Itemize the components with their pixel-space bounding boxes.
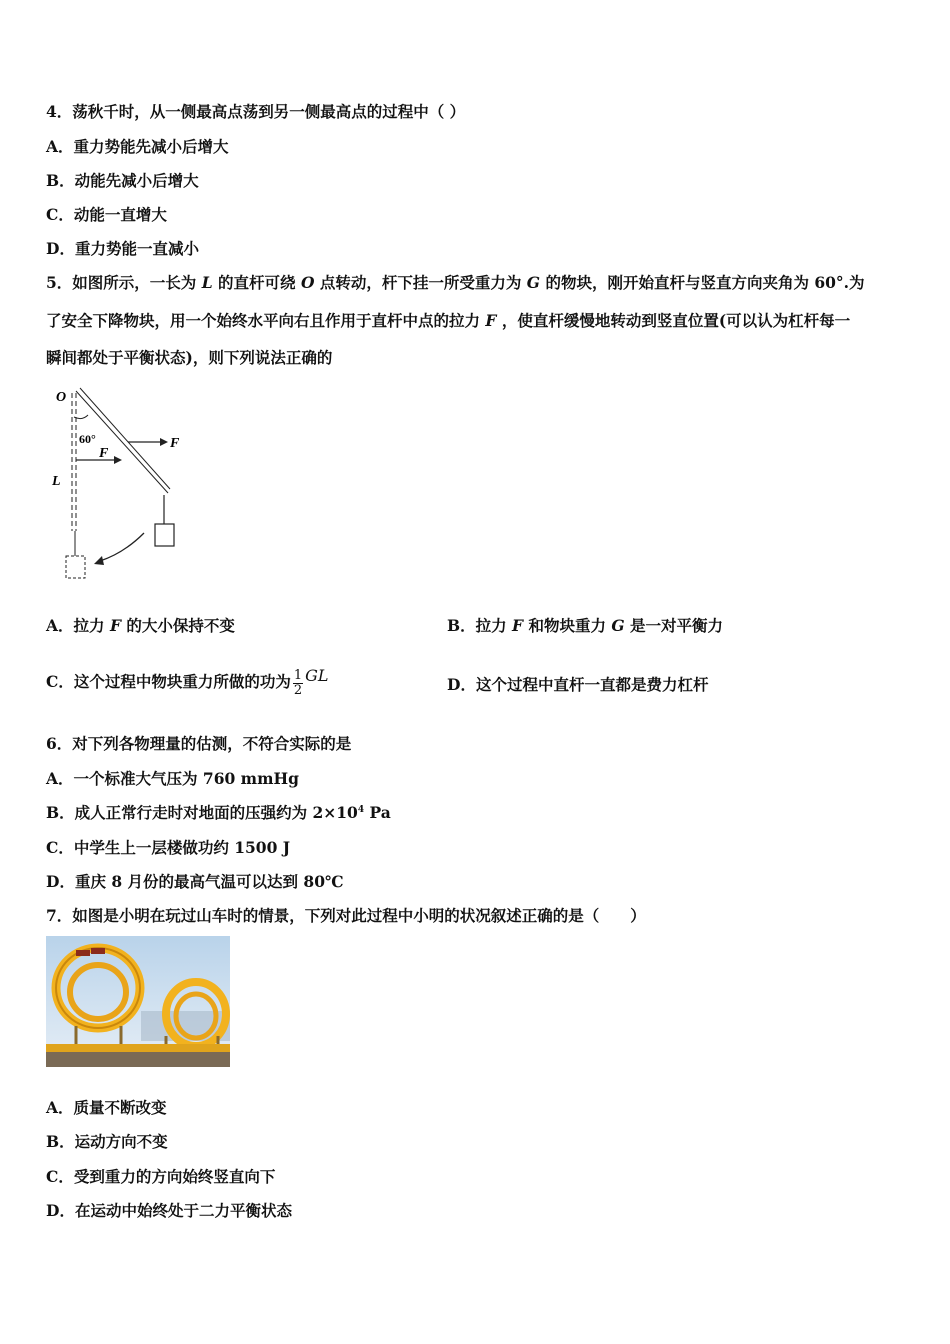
q4-stem: 4．荡秋千时，从一侧最高点荡到另一侧最高点的过程中（ ） [46, 102, 466, 121]
roller-coaster-photo [46, 936, 230, 1067]
arrowhead [160, 438, 168, 446]
q5-option-b [447, 616, 723, 636]
q5-option-c [46, 662, 329, 698]
q5-var-g: G [526, 273, 541, 292]
label-f-lower: F [99, 446, 109, 461]
q5-stem-text: 的直杆可绕 [218, 273, 296, 292]
var-f: F [109, 616, 121, 635]
q5-var-f: F [485, 311, 497, 330]
q7-option-c: C．受到重力的方向始终竖直向下 [46, 1167, 276, 1186]
q4-option-d: D．重力势能一直减小 [46, 239, 199, 258]
hanging-block [155, 524, 174, 546]
arrowhead [94, 556, 104, 565]
option-text: B．拉力 [447, 616, 507, 635]
fraction-denominator: 2 [293, 682, 303, 698]
angle-arc [74, 415, 88, 419]
q6-option-d: D．重庆 8 月份的最高气温可以达到 80℃ [46, 872, 344, 891]
q5-stem-text: 的物块，刚开始直杆与竖直方向夹角为 60°.为 [545, 273, 865, 292]
option-text: Pa [364, 803, 391, 822]
q5-stem-line2 [46, 311, 850, 331]
var-gl: GL [305, 666, 329, 685]
q5-stem-text: ，使直杆缓慢地转动到竖直位置(可以认为杠杆每一 [501, 311, 851, 330]
q6-option-a: A．一个标准大气压为 760 mmHg [46, 769, 299, 788]
var-f: F [512, 616, 524, 635]
q7-option-a: A．质量不断改变 [46, 1098, 167, 1117]
q7-stem: 7．如图是小明在玩过山车时的情景，下列对此过程中小明的状况叙述正确的是（ ） [46, 906, 646, 925]
q6-option-c: C．中学生上一层楼做功约 1500 J [46, 838, 291, 857]
arrowhead [114, 456, 122, 464]
label-f-upper: F [170, 436, 180, 451]
final-block-dashed [66, 556, 85, 578]
q7-option-d: D．在运动中始终处于二力平衡状态 [46, 1201, 292, 1220]
q5-option-a [46, 616, 235, 636]
fraction-numerator: 1 [293, 667, 303, 683]
option-text: C．这个过程中物块重力所做的功为 [46, 672, 291, 691]
q5-option-d: D．这个过程中直杆一直都是费力杠杆 [447, 675, 709, 694]
q6-option-b [46, 803, 391, 823]
option-text: 和物块重力 [528, 616, 606, 635]
option-text: A．拉力 [46, 616, 105, 635]
q5-stem-line1 [46, 273, 865, 293]
q5-stem-text: 5．如图所示，一长为 [46, 273, 197, 292]
lever-diagram [44, 383, 194, 588]
q5-stem-line3: 瞬间都处于平衡状态)，则下列说法正确的 [46, 348, 333, 367]
q4-option-c: C．动能一直增大 [46, 205, 167, 224]
q4-option-b: B．动能先减小后增大 [46, 171, 199, 190]
q7-option-b: B．运动方向不变 [46, 1132, 168, 1151]
q5-stem-text: 了安全下降物块，用一个始终水平向右且作用于直杆中点的拉力 [46, 311, 481, 330]
q5-stem-text: 点转动，杆下挂一所受重力为 [319, 273, 522, 292]
exponent: 4 [357, 804, 365, 815]
q5-var-l: L [201, 273, 213, 292]
var-g: G [611, 616, 625, 635]
q5-var-o: O [300, 273, 315, 292]
rotation-arrow [100, 533, 144, 561]
fraction-one-half [293, 669, 303, 698]
q6-stem: 6．对下列各物理量的估测，不符合实际的是 [46, 734, 352, 753]
option-text: 的大小保持不变 [126, 616, 235, 635]
option-text: B．成人正常行走时对地面的压强约为 2×10 [46, 803, 358, 822]
label-o: O [56, 390, 67, 405]
q4-option-a: A．重力势能先减小后增大 [46, 137, 229, 156]
option-text: 是一对平衡力 [630, 616, 724, 635]
label-angle: 60° [79, 432, 96, 446]
label-l: L [52, 474, 61, 489]
